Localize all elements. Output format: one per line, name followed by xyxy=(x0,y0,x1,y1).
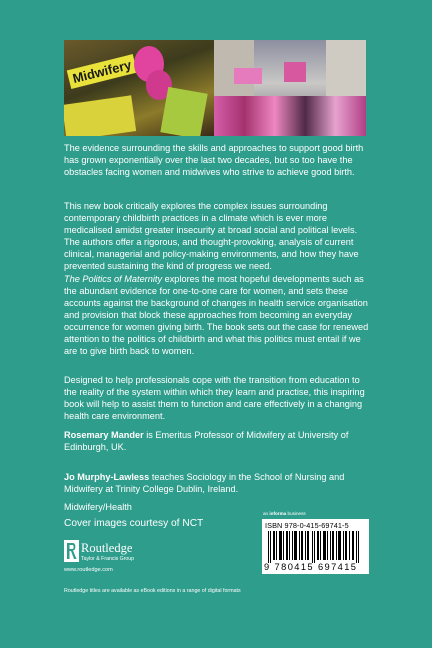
tagline-prefix: an xyxy=(263,511,270,516)
protest-photo-right xyxy=(214,40,366,136)
author-bio-1 xyxy=(64,429,369,453)
intro-paragraph: The evidence surrounding the skills and approaches to support good birth has grown exponentially over the last two decades, but so too have the obstacles facing women and midwives who strive to achieve good birth. xyxy=(64,143,364,178)
tagline-suffix: business xyxy=(286,511,306,516)
cover-photo-strip xyxy=(64,40,366,136)
midwifery-sign: Midwifery xyxy=(67,54,138,89)
author-bio-2 xyxy=(64,471,369,495)
protest-photo-left xyxy=(64,40,214,136)
author-bio-text: teaches Sociology in the School of Nursing and Midwifery at Trinity College Dublin, Ireland. xyxy=(64,472,345,495)
pink-placard-2 xyxy=(284,62,306,82)
pink-placard xyxy=(234,68,262,84)
barcode-icon xyxy=(268,531,363,563)
description-text-a: This new book critically explores the complex issues surrounding contemporary childbirth practices in a climate which is ever more medicalised amidst greater insecurity at broad social and political levels. The authors offer a rigorous, and thought-provoking, analysis of current clinical, managerial and policy-making environments, and how they have prevented sustaining the kind of progress we need. xyxy=(64,201,359,272)
routledge-r-icon xyxy=(64,540,79,562)
subject-category: Midwifery/Health xyxy=(64,502,132,512)
publisher-website-link[interactable]: www.routledge.com xyxy=(64,567,113,573)
barcode-number: 9 780415 697415 xyxy=(264,562,358,572)
description-text-b: explores the most hopeful developments such as the abundant evidence for one-to-one care for women, and sets these accounts against the background of changes in health service organisation and provision that block these approaches from becoming an everyday occurrence for women giving birth. The book sets out the case for renewed attention to the politics of childbirth and what this politics must entail if we are to give birth back to women. xyxy=(64,273,369,357)
building-2 xyxy=(326,40,366,100)
cover-credit: Cover images courtesy of NCT xyxy=(64,518,204,529)
author-name: Jo Murphy-Lawless xyxy=(64,472,150,482)
isbn-label: ISBN 978-0-415-69741-5 xyxy=(265,521,349,530)
author-name: Rosemary Mander xyxy=(64,430,144,440)
publisher-group: Taylor & Francis Group xyxy=(81,556,135,562)
crowd xyxy=(214,96,366,136)
description-paragraph xyxy=(64,200,369,357)
green-sign xyxy=(160,87,207,136)
author-bio-text: is Emeritus Professor of Midwifery at University of Edinburgh, UK. xyxy=(64,430,349,453)
yellow-banner xyxy=(64,95,136,136)
barcode-box xyxy=(262,519,369,574)
publisher-name: Routledge xyxy=(81,541,133,555)
tagline-brand: informa xyxy=(269,511,287,516)
informa-tagline xyxy=(263,511,306,516)
book-title-italic: The Politics of Maternity xyxy=(64,273,163,284)
audience-paragraph: Designed to help professionals cope with the transition from education to the reality of the system within which they learn and practise, this inspiring book will help to assist them to function and care effectively in a changing health care environment. xyxy=(64,375,365,422)
ebook-footnote: Routledge titles are available as eBook editions in a range of digital formats xyxy=(64,588,241,594)
